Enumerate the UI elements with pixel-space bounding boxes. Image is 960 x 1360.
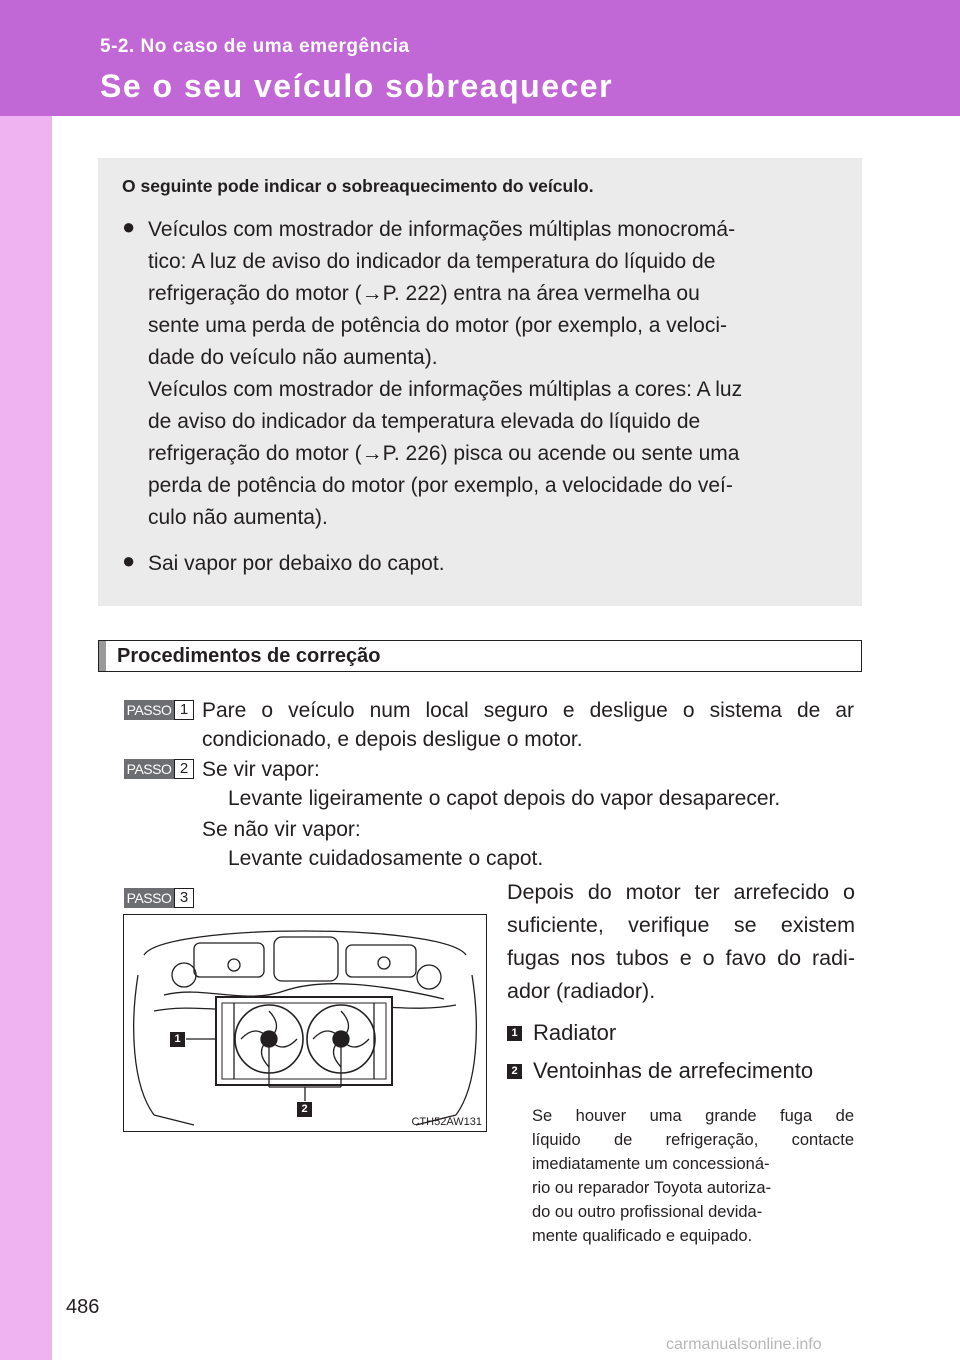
step-badge-3 (124, 888, 194, 908)
text-line: líquido de refrigeração, contacte (532, 1131, 854, 1149)
text-line: Veículos com mostrador de informações múltiplas a cores: A luz (148, 378, 743, 401)
bullet-icon: ● (122, 548, 136, 573)
step-number: 1 (174, 700, 194, 720)
bullet-text-2 (148, 548, 828, 580)
heading-accent (99, 641, 106, 671)
section-label: 5-2. No caso de uma emergência (100, 36, 410, 57)
leak-note (532, 1104, 854, 1248)
engine-bay-illustration (123, 914, 487, 1132)
text-line: Veículos com mostrador de informações múltiplas monocromá- (148, 218, 736, 241)
step-number: 3 (174, 888, 194, 908)
left-margin-strip (0, 116, 52, 1360)
procedures-heading-bar (98, 640, 862, 672)
procedures-title: Procedimentos de correção (117, 645, 381, 667)
text-line: do ou outro profissional devida- (532, 1203, 763, 1221)
text-line: rio ou reparador Toyota autoriza- (532, 1179, 772, 1197)
text-line: Sai vapor por debaixo do capot. (148, 552, 445, 575)
if-vapor-action: Levante ligeiramente o capot depois do vapor desaparecer. (228, 787, 781, 810)
bullet-icon: ● (122, 214, 136, 239)
text-line: tico: A luz de aviso do indicador da temperatura do líquido de (148, 250, 716, 273)
legend-item-2 (507, 1058, 813, 1084)
page-title: Se o seu veículo sobreaquecer (100, 68, 614, 104)
legend-number: 1 (507, 1026, 522, 1041)
text-line: perda de potência do motor (por exemplo, a velocidade do veí- (148, 474, 733, 497)
text-line: mente qualificado e equipado. (532, 1227, 753, 1245)
callout-1: 1 (170, 1032, 185, 1047)
text-line: refrigeração do motor (→P. 226) pisca ou acende ou sente uma (148, 442, 740, 465)
info-heading: O seguinte pode indicar o sobreaquecimento do veículo. (122, 176, 594, 196)
text-line: imediatamente um concessioná- (532, 1155, 770, 1173)
legend-item-1 (507, 1020, 616, 1046)
text-line: sente uma perda de potência do motor (por exemplo, a veloci- (148, 314, 727, 337)
text-line: fugas nos tubos e o favo do radi- (507, 946, 855, 970)
legend-label: Ventoinhas de arrefecimento (533, 1058, 814, 1083)
watermark: carmanualsonline.info (666, 1336, 822, 1353)
text-line: culo não aumenta). (148, 506, 328, 529)
text-line: suficiente, verifique se existem (507, 913, 855, 937)
step-word: PASSO (124, 888, 174, 908)
step-word: PASSO (124, 700, 174, 720)
step-1-text (202, 696, 854, 754)
engine-bay-drawing (124, 915, 486, 1131)
legend-label: Radiator (533, 1020, 617, 1045)
text-line: de aviso do indicador da temperatura elevada do líquido de (148, 410, 701, 433)
warning-signs-box (98, 158, 862, 606)
text-line: Pare o veículo num local seguro e desligue o sistema de ar (202, 699, 854, 722)
step-badge-2 (124, 759, 194, 779)
text-line: Depois do motor ter arrefecido o (507, 880, 855, 904)
step-number: 2 (174, 759, 194, 779)
bullet-text-1 (148, 214, 828, 534)
text-line: Se houver uma grande fuga de (532, 1107, 854, 1125)
figure-code: CTH52AW131 (411, 1116, 482, 1128)
text-line: refrigeração do motor (→P. 222) entra na área vermelha ou (148, 282, 700, 305)
text-line: dade do veículo não aumenta). (148, 346, 438, 369)
if-no-vapor-action: Levante cuidadosamente o capot. (228, 847, 544, 870)
step-3-text (507, 876, 855, 1008)
text-line: condicionado, e depois desligue o motor. (202, 728, 583, 751)
page-header (0, 0, 960, 116)
legend-number: 2 (507, 1064, 522, 1079)
callout-2: 2 (297, 1102, 312, 1117)
text-line: ador (radiador). (507, 979, 656, 1003)
page-number: 486 (66, 1296, 100, 1318)
if-vapor-label: Se vir vapor: (202, 758, 320, 781)
step-badge-1 (124, 700, 194, 720)
if-no-vapor-label: Se não vir vapor: (202, 818, 361, 841)
step-word: PASSO (124, 759, 174, 779)
